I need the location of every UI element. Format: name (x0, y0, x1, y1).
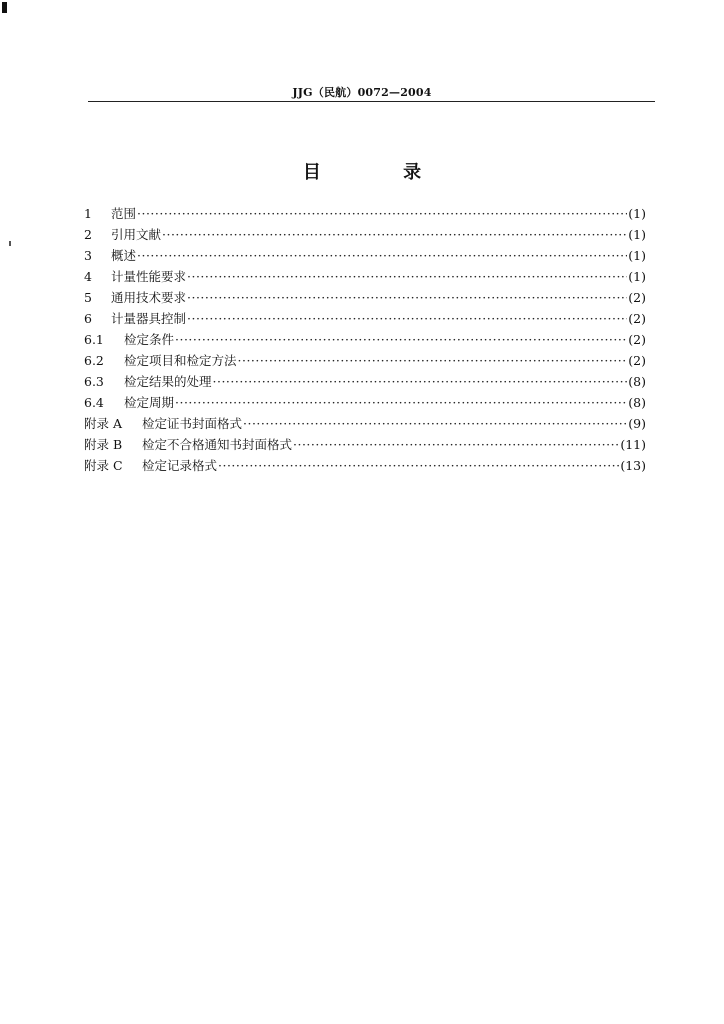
toc-entry-label: 通用技术要求 (111, 290, 187, 305)
document-code-header: JJG（民航）0072—2004 (292, 86, 432, 99)
toc-entry-number: 5 (84, 290, 92, 305)
toc-leader-dots (218, 455, 619, 476)
toc-leader-dots (238, 350, 628, 371)
toc-leader-dots (137, 203, 627, 224)
toc-entry-label: 计量器具控制 (111, 311, 187, 326)
toc-entry-page: (1) (628, 206, 646, 221)
toc-entry-number: 6.4 (84, 395, 104, 410)
toc-entry-page: (8) (628, 395, 646, 410)
toc-entry-label: 检定条件 (124, 332, 175, 347)
toc-leader-dots (162, 224, 627, 245)
toc-entry-number: 附录 C (84, 458, 123, 473)
toc-title: 目 录 (302, 162, 460, 183)
header-rule (88, 101, 655, 102)
toc-entry-label: 检定项目和检定方法 (124, 353, 237, 368)
toc-entry-page: (11) (620, 437, 646, 452)
toc-entry-appendix-c[interactable] (84, 455, 646, 476)
toc-entry-number: 6.2 (84, 353, 104, 368)
toc-entry-appendix-b[interactable] (84, 434, 646, 455)
toc-entry-number: 6.3 (84, 374, 104, 389)
toc-entry-6-4[interactable] (84, 392, 646, 413)
toc-entry-appendix-a[interactable] (84, 413, 646, 434)
toc-entry-label: 概述 (111, 248, 137, 263)
toc-entry-label: 引用文献 (111, 227, 162, 242)
toc-leader-dots (187, 308, 627, 329)
toc-entry-2[interactable] (84, 224, 646, 245)
toc-entry-label: 检定记录格式 (142, 458, 218, 473)
scan-corner-mark (2, 2, 7, 13)
toc-entry-page: (2) (628, 290, 646, 305)
toc-leader-dots (213, 371, 628, 392)
toc-entry-label: 范围 (111, 206, 137, 221)
toc-entry-3[interactable] (84, 245, 646, 266)
toc-entry-page: (1) (628, 269, 646, 284)
toc-entry-4[interactable] (84, 266, 646, 287)
toc-entry-number: 2 (84, 227, 92, 242)
toc-entry-page: (2) (628, 353, 646, 368)
toc-leader-dots (175, 329, 627, 350)
toc-entry-page: (2) (628, 332, 646, 347)
toc-entry-label: 计量性能要求 (111, 269, 187, 284)
toc-entry-label: 检定不合格通知书封面格式 (142, 437, 293, 452)
toc-entry-number: 4 (84, 269, 92, 284)
toc-entry-number: 1 (84, 206, 92, 221)
toc-entry-number: 附录 B (84, 437, 123, 452)
toc-entry-6-2[interactable] (84, 350, 646, 371)
toc-leader-dots (293, 434, 619, 455)
toc-entry-5[interactable] (84, 287, 646, 308)
toc-entry-page: (1) (628, 248, 646, 263)
toc-entry-number: 3 (84, 248, 92, 263)
toc-entry-number: 6.1 (84, 332, 104, 347)
toc-entry-6-1[interactable] (84, 329, 646, 350)
toc-entry-number: 6 (84, 311, 92, 326)
scan-side-tick (9, 241, 11, 246)
toc-entry-page: (13) (620, 458, 646, 473)
toc-entry-page: (9) (628, 416, 646, 431)
toc-entry-page: (1) (628, 227, 646, 242)
toc-leader-dots (137, 245, 627, 266)
toc-leader-dots (243, 413, 627, 434)
toc-entry-page: (2) (628, 311, 646, 326)
toc-entry-number: 附录 A (84, 416, 123, 431)
table-of-contents (84, 203, 646, 476)
toc-entry-page: (8) (628, 374, 646, 389)
toc-leader-dots (175, 392, 627, 413)
toc-entry-label: 检定证书封面格式 (142, 416, 243, 431)
toc-leader-dots (187, 287, 627, 308)
toc-entry-6[interactable] (84, 308, 646, 329)
toc-entry-label: 检定周期 (124, 395, 175, 410)
toc-entry-1[interactable] (84, 203, 646, 224)
toc-entry-label: 检定结果的处理 (124, 374, 212, 389)
toc-leader-dots (187, 266, 627, 287)
toc-entry-6-3[interactable] (84, 371, 646, 392)
